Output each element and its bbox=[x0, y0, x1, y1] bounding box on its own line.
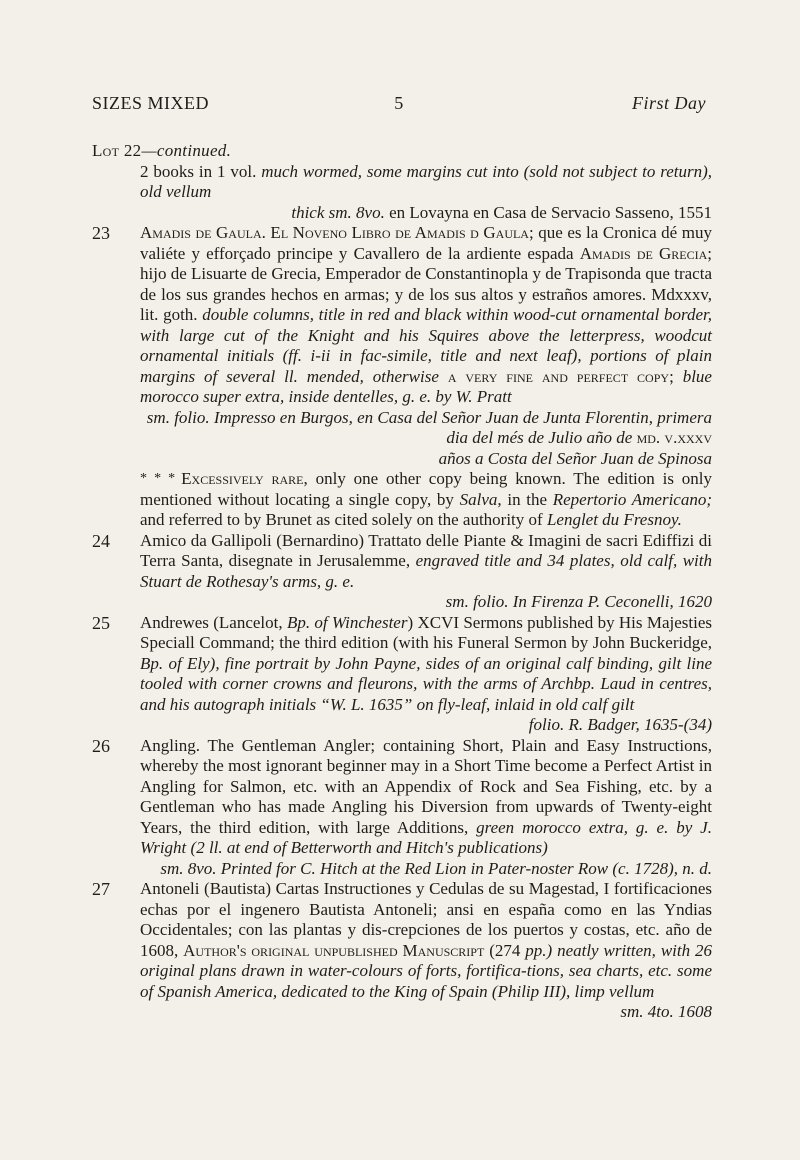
header-section-title: SIZES MIXED bbox=[92, 93, 209, 113]
lot-description: engraved title and 34 plates, old calf, with Stuart de Rothesay's arms, g. e. bbox=[140, 551, 712, 591]
lot-number: 26 bbox=[92, 735, 110, 756]
lot-22-text: 2 books in 1 vol. bbox=[140, 161, 262, 181]
page-number: 5 bbox=[394, 93, 404, 113]
lot-imprint: folio. R. Badger, 1635-(34) bbox=[528, 715, 712, 734]
lot-label: Lot 22 bbox=[92, 141, 142, 160]
lot-continued: —continued. bbox=[141, 141, 232, 160]
lot-number: 24 bbox=[92, 530, 110, 551]
lot-text: a very fine and perfect copy; bbox=[447, 366, 674, 386]
running-head bbox=[92, 93, 706, 117]
lot-22-condition: much wormed, some margins cut into (sold not subject to return), old vellum bbox=[140, 161, 713, 201]
lot-heading bbox=[92, 141, 712, 162]
lot-imprint: años a Costa del Señor Juan de Spinosa bbox=[438, 448, 712, 468]
lot-text: que es la Cronica dé muy valiéte y efforçado principe y Cavallero de la ardiente espada bbox=[140, 223, 712, 263]
lot-entry bbox=[92, 223, 712, 531]
lot-title: Andrewes (Lancelot, bbox=[140, 612, 287, 632]
lot-text: Author's original unpublished Manuscript bbox=[183, 940, 485, 960]
lot-22-continuation bbox=[92, 162, 712, 224]
lot-text: Salva, bbox=[459, 489, 502, 509]
lot-text: ) XCVI Sermons published by His Majesties Speciall Command; the third edition (with his Funeral Sermon by John Buckeridge, bbox=[140, 612, 712, 652]
lot-imprint: sm. folio. Impresso en Burgos, en Casa del Señor Juan de Junta Florentin, primera dia del més de Julio año de bbox=[146, 407, 712, 447]
lot-text: Amadis de Grecia; bbox=[579, 243, 712, 263]
lot-number: 23 bbox=[92, 223, 110, 243]
lot-text: El Noveno Libro de Amadis d Gaula; bbox=[265, 223, 534, 242]
lot-text: only one other copy being known. The edition is only mentioned without locating a single copy, by bbox=[140, 469, 712, 509]
lot-title: Angling. The Gentleman Angler; containing Short, Plain and Easy Instructions, whereby the most ignorant beginner may in a Short Time become a Perfect Artist in Angling for Salmon, etc. with an Appendix of Rock and Sea Fishing, etc. by a Gentleman who has made Angling his Diversion from upwards of Twenty-eight Years, the third edition, with large Additions, bbox=[140, 735, 712, 837]
lot-text: Excessively rare, bbox=[181, 469, 308, 488]
lot-text: and referred to by Brunet as cited solely on the authority of bbox=[140, 510, 547, 529]
lot-number: 27 bbox=[92, 879, 110, 899]
lot-description: pp.) neatly written, with 26 original plans drawn in water-colours of forts, fortifica-tions, sea charts, etc. some of Spanish America, dedicated to the King of Spain (Philip III), limp vellum bbox=[140, 940, 712, 1001]
lot-22-imprint: en Lovayna en Casa de Servacio Sasseno, 1551 bbox=[384, 202, 712, 222]
lot-entry bbox=[92, 531, 712, 613]
lot-binding: blue morocco super extra, inside dentelles, g. e. by W. Pratt bbox=[140, 366, 712, 406]
lot-text: Lenglet du Fresnoy. bbox=[546, 510, 682, 529]
lot-title: Antoneli (Bautista) Cartas Instructiones y Cedulas de su Magestad, I fortificaciones echas por el ingenero Bautista Antoneli; ansi en españa como en las Yndias Occidentales; con las plantas y dis-crepciones de los puertos y costas, etc. año de 1608, bbox=[140, 879, 712, 960]
note-marker: * * * bbox=[140, 471, 176, 486]
lot-22-format: thick sm. 8vo. bbox=[291, 202, 385, 222]
lot-entry bbox=[92, 879, 712, 1023]
lot-imprint: sm. 8vo. Printed for C. Hitch at the Red Lion in Pater-noster Row (c. 1728), n. d. bbox=[160, 858, 712, 878]
lot-description: green morocco extra, g. e. by J. Wright (2 ll. at end of Betterworth and Hitch's publications) bbox=[140, 817, 712, 857]
header-sale-day: First Day bbox=[632, 93, 706, 113]
lot-imprint: sm. folio. In Firenza P. Ceconelli, 1620 bbox=[445, 592, 712, 611]
lot-title: Amico da Gallipoli (Bernardino) Trattato delle Piante & Imagini de sacri Ediffizi di Terra Santa, disegnate in Jerusalemme, bbox=[140, 530, 712, 570]
lot-note bbox=[140, 469, 712, 531]
lot-description: double columns, title in red and black within wood-cut ornamental border, with large cut of the Knight and his Squires above the letterpress, woodcut ornamental initials (ff. i-ii in fac-simile, title and next leaf), portions of plain margins of several ll. mended, otherwise bbox=[140, 305, 712, 386]
lot-text: in the bbox=[501, 489, 553, 509]
lot-title: Amadis de Gaula. bbox=[140, 223, 266, 242]
lot-imprint: sm. 4to. 1608 bbox=[620, 1002, 712, 1021]
lot-text: Bp. of Winchester bbox=[286, 612, 408, 632]
lot-description: Bp. of Ely), fine portrait by John Payne, sides of an original calf binding, gilt line tooled with corner crowns and fleurons, with the arms of Archbp. Laud in centres, and his autograph initials “W. L. 1635” on fly-leaf, inlaid in old calf gilt bbox=[140, 653, 712, 714]
lot-entry bbox=[92, 736, 712, 880]
lot-text: Repertorio Americano; bbox=[552, 489, 713, 509]
catalogue-entries bbox=[92, 141, 712, 1023]
lot-text: (274 bbox=[484, 940, 526, 960]
lot-date: md. v.xxxv bbox=[636, 428, 712, 447]
lot-text: hijo de Lisuarte de Grecia, Emperador de Constantinopla y de Trapisonda que tracta de los sus grandes hechos en armas; y de los sus altos y estraños amores. Mdxxxv, lit. goth. bbox=[140, 264, 712, 324]
lot-number: 25 bbox=[92, 612, 110, 633]
lot-entry bbox=[92, 613, 712, 736]
